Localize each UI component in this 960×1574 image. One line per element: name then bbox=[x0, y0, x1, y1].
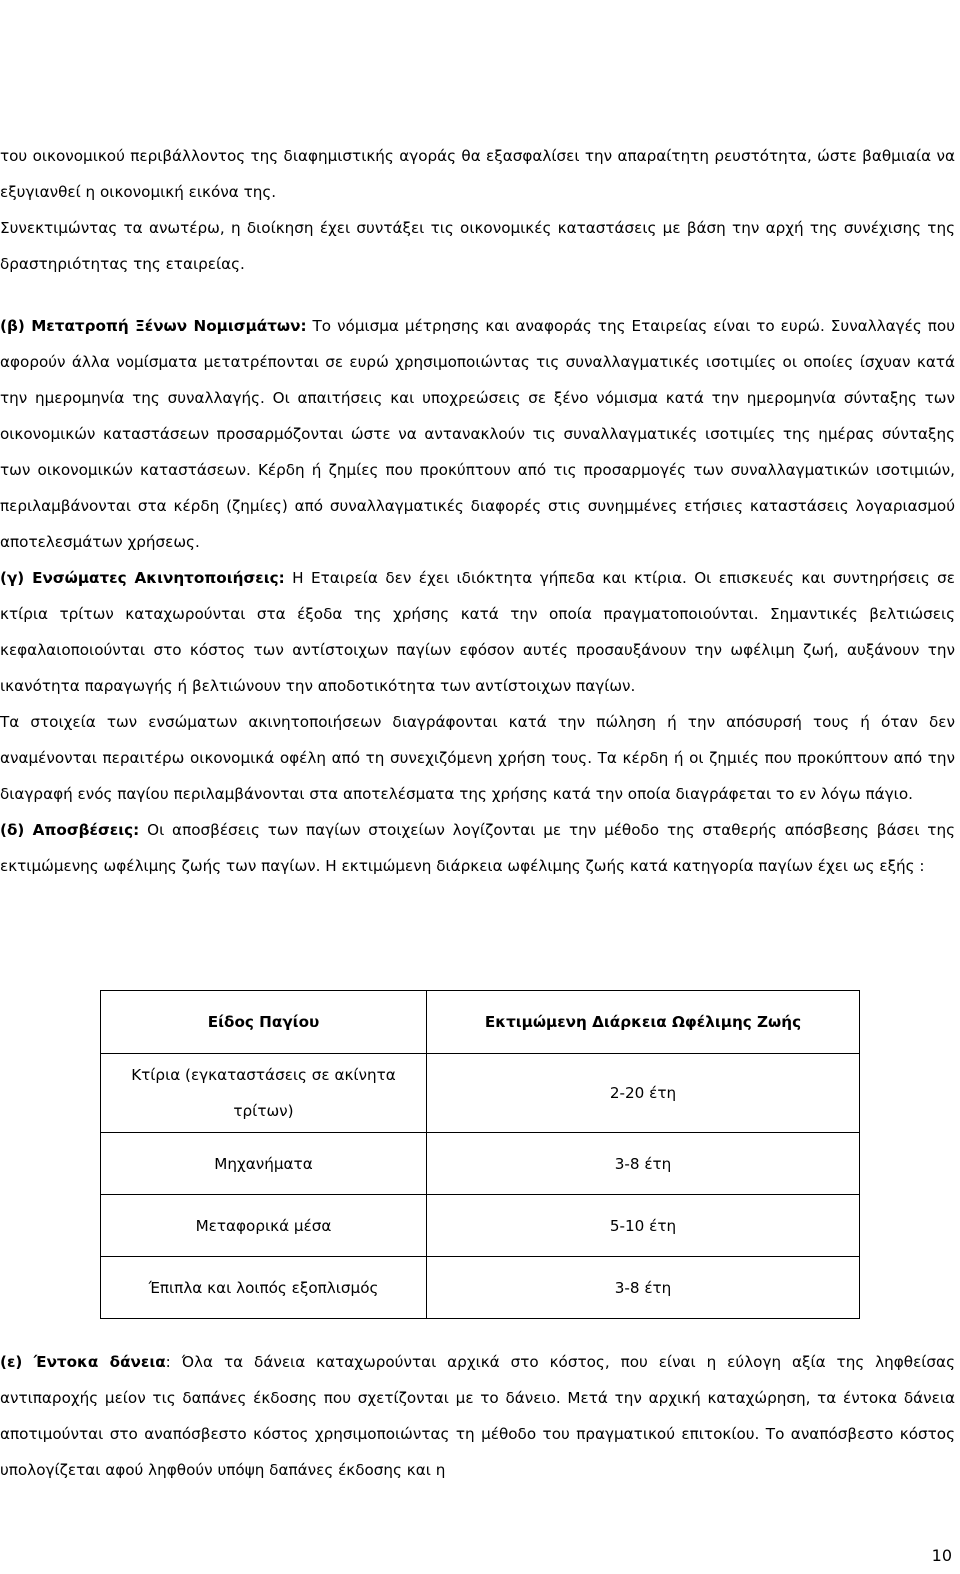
table-header-row bbox=[101, 991, 860, 1054]
table-cell-life: 3-8 έτη bbox=[427, 1257, 860, 1319]
section-e-heading: (ε) Έντοκα δάνεια bbox=[0, 1353, 166, 1371]
header-notes-title: ΣΗΜΕΙΩΣΕΙΣ ΕΠΙ ΤΩΝ ΟΙΚΟΝΟΜΙΚΩΝ ΚΑΤΑΣΤΑΣΕΩΝ bbox=[262, 22, 698, 41]
section-e-text: : Όλα τα δάνεια καταχωρούνται αρχικά στο κόστος, που είναι η εύλογη αξία της ληφθείσας αντιπαροχής μείον τις δαπάνες έκδοσης που σχετίζονται με το δάνειο. Μετά την αρχική καταχώρηση, τα έντοκα δάνεια αποτιμούνται στο αναπόσβεστο κόστος χρησιμοποιώντας τη μέθοδο του πραγματικού επιτοκίου. Το αναπόσβεστο κόστος υπολογίζεται αφού ληφθούν υπόψη δαπάνες έκδοσης και η bbox=[0, 1353, 955, 1479]
table-cell-asset: Μεταφορικά μέσα bbox=[101, 1195, 427, 1257]
header-company: STUDIO ATA – ΑΝΕΞΑΡΤΗΤΑ ΤΗΛΕΟΠΤΙΚΑ ΣΤΟΥΝΤΙΟ ΑΘΗΝΩΝ Α.Ε. bbox=[186, 0, 774, 20]
useful-life-table bbox=[100, 990, 860, 1319]
page-number: 10 bbox=[931, 1546, 952, 1565]
table-header-useful-life: Εκτιμώμενη Διάρκεια Ωφέλιμης Ζωής bbox=[427, 991, 860, 1054]
table-row bbox=[101, 1257, 860, 1319]
table-cell-life: 3-8 έτη bbox=[427, 1133, 860, 1195]
section-b-heading: (β) Μετατροπή Ξένων Νομισμάτων: bbox=[0, 317, 307, 335]
table-cell-life: 5-10 έτη bbox=[427, 1195, 860, 1257]
section-d-depreciation bbox=[0, 812, 955, 884]
page-header bbox=[0, 0, 960, 70]
section-d-text: Οι αποσβέσεις των παγίων στοιχείων λογίζονται με την μέθοδο της σταθερής απόσβεσης βάσει της εκτιμώμενης ωφέλιμης ζωής των παγίων. Η εκτιμώμενη διάρκεια ωφέλιμης ζωής κατά κατηγορία παγίων έχει ως εξής : bbox=[0, 821, 955, 875]
section-e-interest-loans bbox=[0, 1344, 955, 1488]
notes-body-continued bbox=[0, 1344, 955, 1488]
table-cell-life: 2-20 έτη bbox=[427, 1054, 860, 1133]
section-b-foreign-currency bbox=[0, 308, 955, 560]
table-row bbox=[101, 1054, 860, 1133]
section-b-text: Το νόμισμα μέτρησης και αναφοράς της Εταιρείας είναι το ευρώ. Συναλλαγές που αφορούν άλλα νομίσματα μετατρέπονται σε ευρώ χρησιμοποιώντας τις συναλλαγματικές ισοτιμίες οι οποίες ίσχυαν κατά την ημερομηνία της συναλλαγής. Οι απαιτήσεις και υποχρεώσεις σε ξένο νόμισμα κατά την ημερομηνία σύνταξης των οικονομικών καταστάσεων προσαρμόζονται ώστε να αντανακλούν τις συναλλαγματικές ισοτιμίες της ημέρας σύνταξης των οικονομικών καταστάσεων. Κέρδη ή ζημίες που προκύπτουν από τις προσαρμογές των συναλλαγματικών ισοτιμιών, περιλαμβάνονται στα κέρδη (ζημίες) από συναλλαγματικές διαφορές στις συνημμένες ετήσιες καταστάσεις λογαριασμού αποτελεσμάτων χρήσεως. bbox=[0, 317, 955, 551]
table-row bbox=[101, 1133, 860, 1195]
intro-paragraph-2: Συνεκτιμώντας τα ανωτέρω, η διοίκηση έχει συντάξει τις οικονομικές καταστάσεις με βάση την αρχή της συνέχισης της δραστηριότητας της εταιρείας. bbox=[0, 219, 955, 273]
table-cell-asset: Κτίρια (εγκαταστάσεις σε ακίνητα τρίτων) bbox=[101, 1054, 427, 1133]
table-header-asset-type: Είδος Παγίου bbox=[101, 991, 427, 1054]
notes-body bbox=[0, 138, 955, 884]
section-d-heading: (δ) Αποσβέσεις: bbox=[0, 821, 140, 839]
section-c-tangible-assets bbox=[0, 560, 955, 704]
header-period: ΤΗΣ ΧΡΗΣΕΩΣ ΠΟΥ ΕΛΗΞΕ ΣΤΙΣ 31 ΔΕΚΕΜΒΡΙΟΥ 2014 bbox=[257, 46, 703, 65]
table-row bbox=[101, 1195, 860, 1257]
section-c-heading: (γ) Ενσώματες Ακινητοποιήσεις: bbox=[0, 569, 285, 587]
intro-paragraph-1: του οικονομικού περιβάλλοντος της διαφημιστικής αγοράς θα εξασφαλίσει την απαραίτητη ρευστότητα, ώστε βαθμιαία να εξυγιανθεί η οικονομική εικόνα της. bbox=[0, 147, 955, 201]
section-c-text: Η Εταιρεία δεν έχει ιδιόκτητα γήπεδα και κτίρια. Οι επισκευές και συντηρήσεις σε κτίρια τρίτων καταχωρούνται στα έξοδα της χρήσης κατά την οποία πραγματοποιούνται. Σημαντικές βελτιώσεις κεφαλαιοποιούνται στο κόστος των αντίστοιχων παγίων εφόσον αυτές προσαυξάνουν την ωφέλιμη ζωή, αυξάνουν την ικανότητα παραγωγής ή βελτιώνουν την αποδοτικότητα των αντίστοιχων παγίων. bbox=[0, 569, 956, 695]
section-c-paragraph-2: Τα στοιχεία των ενσώματων ακινητοποιήσεων διαγράφονται κατά την πώληση ή την απόσυρσή τους ή όταν δεν αναμένονται περαιτέρω οικονομικά οφέλη από τη συνεχιζόμενη χρήση τους. Τα κέρδη ή οι ζημιές που προκύπτουν από την διαγραφή ενός παγίου περιλαμβάνονται στα αποτελέσματα της χρήσης κατά την οποία διαγράφεται το εν λόγω πάγιο. bbox=[0, 713, 955, 803]
table-cell-asset: Έπιπλα και λοιπός εξοπλισμός bbox=[101, 1257, 427, 1319]
table-cell-asset: Μηχανήματα bbox=[101, 1133, 427, 1195]
